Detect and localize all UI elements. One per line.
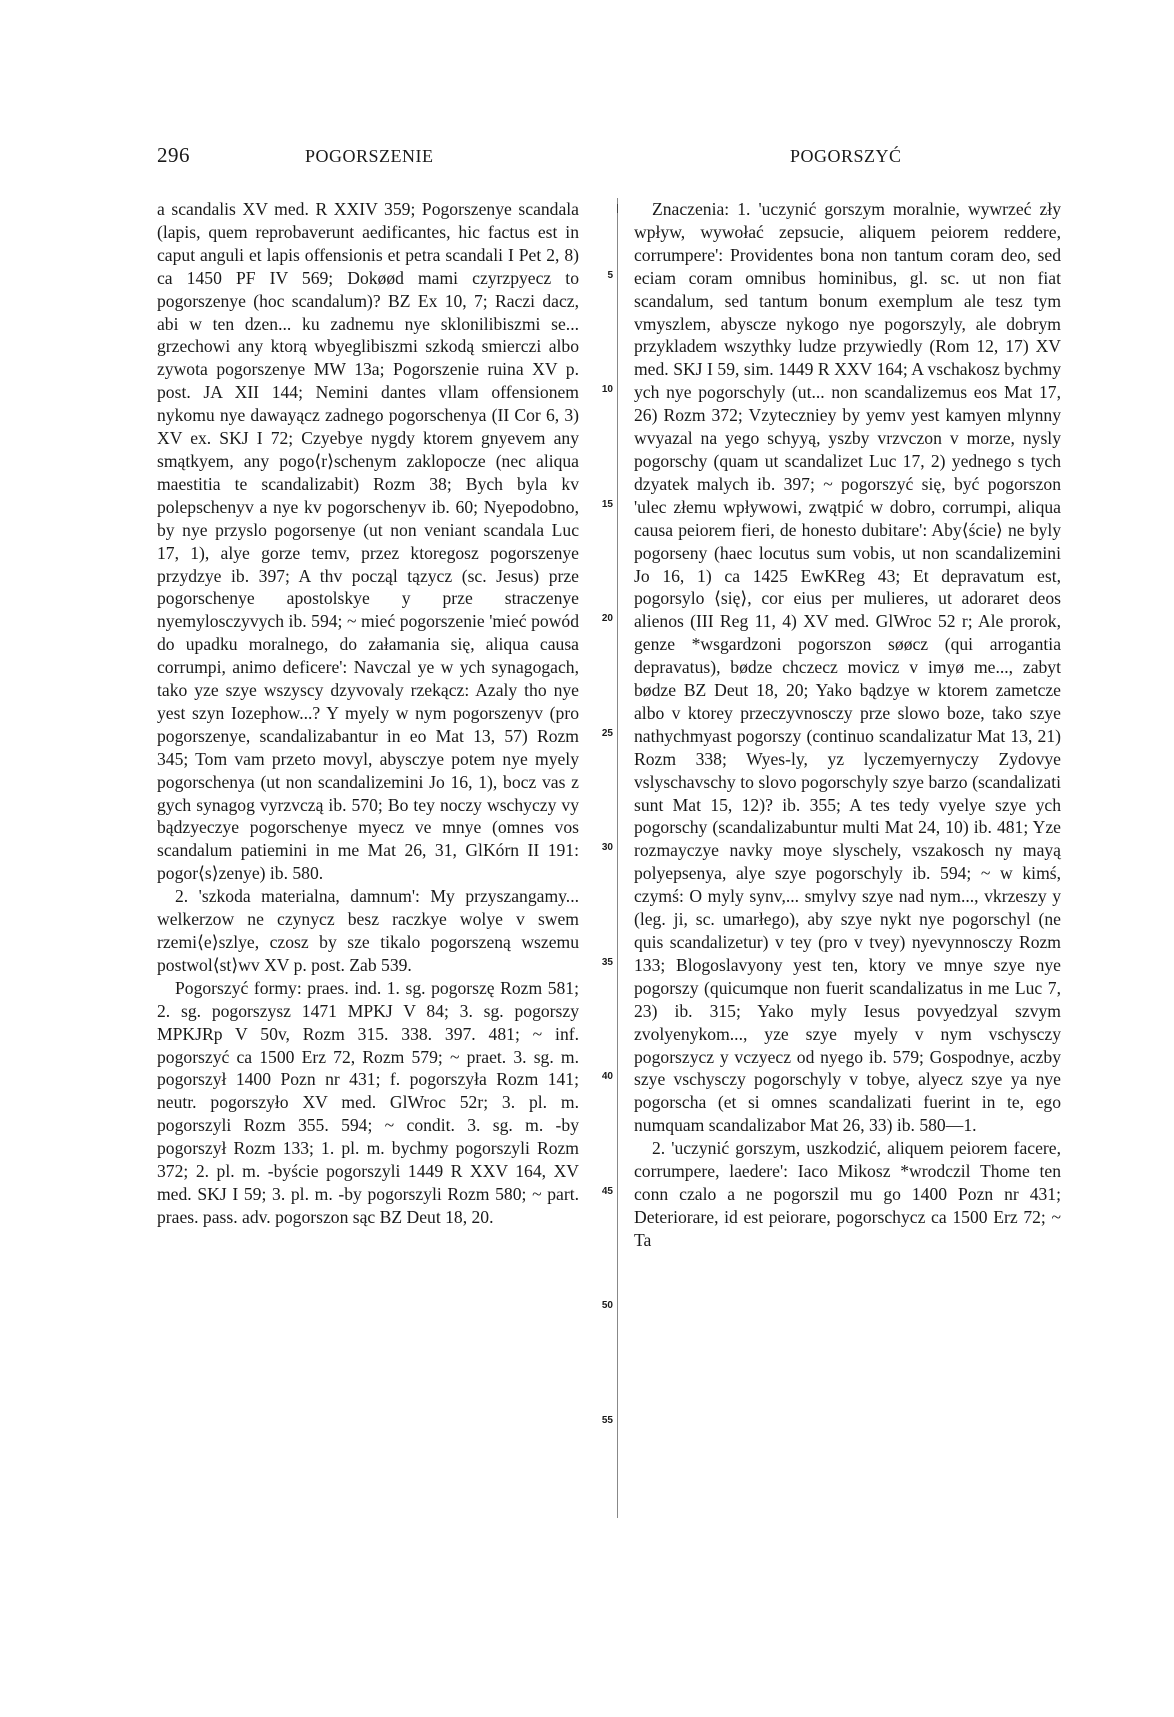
- line-number: 5: [607, 270, 613, 281]
- line-number: 10: [601, 384, 613, 395]
- line-number: 40: [601, 1071, 613, 1082]
- line-number: 15: [601, 499, 613, 510]
- page-number: 296: [157, 143, 190, 167]
- running-head-right: POGORSZYĆ: [790, 146, 902, 166]
- line-number: 50: [601, 1300, 613, 1311]
- left-column: [157, 198, 579, 1229]
- entry-paragraph: 2. 'szkoda materialna, damnum': My przyszangamy... welkerzow ne czynycz besz raczkye wolye v swem rzemi⟨e⟩szlye, czosz by sze tikalo pogorszeną wszemu postwol⟨st⟩wv XV p. post. Zab 539.: [157, 886, 579, 975]
- line-number: 45: [601, 1186, 613, 1197]
- running-head-left: POGORSZENIE: [305, 146, 434, 166]
- entry-paragraph: Znaczenia: 1. 'uczynić gorszym moralnie, wywrzeć zły wpływ, wywołać zepsucie, aliquem peiorem reddere, corrumpere': Providentes bona non tantum coram deo, sed eciam coram omnibus hominibus, gl. sc. ut non fiat scandalum, sed tantum bonum exemplum ale tesz tym vmyszlem, abysczе nykogo nye pogorszyly, ale dobrym przykladem wszythky ludze przywiedly (Rom 12, 17) XV med. SKJ I 59, sim. 1449 R XXV 164; A vschakosz bychmy ych nye pogorschyly (ut... non scandalizemus eos Mat 17, 26) Rozm 372; Vzyteczniey by yemv yest kamyen mlynny wvyazal na yego schyyą, yszby vrzvczon v morze, nysly pogorschy (quam ut scandalizet Luc 17, 2) yednego s tych dzyatek malych ib. 397; ~ pogorszyć się, być pogorszon 'ulec złemu wpływowi, zwątpić w dobro, corrumpi, aliqua causa peiorem fieri, de honesto dubitare': Aby⟨ście⟩ ne byly pogorseny (haec locutus sum vobis, ut non scandalizemini Jo 16, 1) ca 1425 EwKReg 43; Et depravatum est, pogorsylo ⟨się⟩, cor eius per mulieres, ut adoraret deos alienos (III Reg 11, 4) XV med. GlWroc 52 r; Ale prorok, genze *wsgardzoni pogorszon søøcz (qui arrogantia depravatus), bødze chczecz movicz v imyø me..., zabyt bødze BZ Deut 18, 20; Yako bądzye w ktorem zametcze albo v ktorey przeczyvnosczy prze slowo boze, tako szye nathychmyast pogorszy (continuo scandalizatur Mat 13, 21) Rozm 338; Wyes-ly, yz lyczemyernyczy Zydovye vslyschavschy to slovo pogorschyly szye barzo (scandalizati sunt Mat 15, 12)? ib. 355; A tes tedy vyelye szye ych pogorschy (scandalizabuntur multi Mat 24, 10) ib. 481; Yze rozmayczye navky moye slyschely, vszakosch ny mayą polyepsenya, alye szye pogorschyly ib. 594; ~ w kimś, czymś: O myly synv,... smylvy szye nad nym..., vkrzeszy y (leg. ji, sc. umarłego), aby szye nykt nye pogorschyl (ne quis scandalizetur) v tey (pro v tvey) nyevynnosczy Rozm 133; Blogoslavyony yest ten, ktory ve mnye szye nye pogorszy (quicumque non fuerit scandalizatus in me Luc 7, 23) ib. 315; Yako myly Iesus povyedzyal szvym zvolyenykom..., yze szye myely v nym vschysczy pogorszycz y vczyecz od nyego ib. 579; Gospodnye, aczby szye vschysczy pogorschyly v tobye, alyecz szye ya nye pogorscha (et si omnes scandalizati fuerint in te, ego numquam scandalizabor Mat 26, 33) ib. 580—1.: [634, 199, 1061, 1136]
- line-number: 35: [601, 957, 613, 968]
- entry-paragraph: a scandalis XV med. R XXIV 359; Pogorszenye scandala (lapis, quem reprobaverunt aedificantes, hic factus est in caput anguli et lapis offensionis et petra scandali I Pet 2, 8) ca 1450 PF IV 569; Dokøød mami czyrzpyecz to pogorszenye (hoc scandalum)? BZ Ex 10, 7; Raczi dacz, abi w ten dzen... ku zadnemu nye sklonilibiszmi se... grzechowi any ktorą wbyeglibiszmi szkodą smierczi albo zywota pogorszenye MW 13a; Pogorszenie ruina XV p. post. JA XII 144; Nemini dantes vllam offensionem nykomu nye dawayącz zadnego pogorschenya (II Cor 6, 3) XV ex. SKJ I 72; Czyebye nygdy ktorem gnyevem any smątkyem, any pogo⟨r⟩schenym zaklopocze (nec aliqua maestitia te scandalizabit) Rozm 38; Bych byla kv polepschenyv a nye kv pogorschenyv ib. 60; Nyepodobno, by nye przyslo pogorsenye (ut non veniant scandala Luc 17, 1), alye gorze temv, przez ktoregosz pogorszenye przydzye ib. 397; A thv począl tązycz (sc. Jesus) prze pogorschenye apostolskye y prze straczenye nyemylosczyvych ib. 594; ~ mieć pogorszenie 'mieć powód do upadku moralnego, do załamania się, aliqua causa corrumpi, animo deficere': Navczal ye w ych synagogach, tako yze szye wszyscy dzyvovaly rzekącz: Azaly tho nye yest szyn Iozephow...? Y myely w nym pogorszenyv (pro pogorszenye, scandalizabantur in eo Mat 13, 57) Rozm 345; Tom vam przeto movyl, abysczye potem nye myely pogorschenya (ut non scandalizemini Jo 16, 1), bocz vas z gych synagog vyrzvczą ib. 570; Bo tey noczy wschyczy vy bądzyeczye pogorschenye myecz ve mnye (omnes vos scandalum patiemini in me Mat 26, 31, GlKórn II 191: pogor⟨s⟩zenye) ib. 580.: [157, 199, 579, 884]
- divider-tick: [617, 204, 618, 213]
- line-number: 30: [601, 842, 613, 853]
- column-divider: [617, 198, 618, 1518]
- line-number: 25: [601, 728, 613, 739]
- entry-paragraph: 2. 'uczynić gorszym, uszkodzić, aliquem peiorem facere, corrumpere, laedere': Iaco Mikosz *wrodczil Thome ten conn czalo a ne pogorszil mu go 1400 Pozn nr 431; Deteriorare, id est peiorare, pogorschycz ca 1500 Erz 72; ~ Ta: [634, 1138, 1061, 1250]
- line-number: 55: [601, 1415, 613, 1426]
- line-number: 20: [601, 613, 613, 624]
- entry-paragraph: Pogorszyć formy: praes. ind. 1. sg. pogorszę Rozm 581; 2. sg. pogorszysz 1471 MPKJ V 84; 3. sg. pogorszy MPKJRp V 50v, Rozm 315. 338. 397. 481; ~ inf. pogorszyć ca 1500 Erz 72, Rozm 579; ~ praet. 3. sg. m. pogorszył 1400 Pozn nr 431; f. pogorszyła Rozm 141; neutr. pogorszyło XV med. GlWroc 52r; 3. pl. m. pogorszyli Rozm 355. 594; ~ condit. 3. sg. m. -by pogorszył Rozm 133; 1. pl. m. bychmy pogorszyli Rozm 372; 2. pl. m. -byście pogorszyli 1449 R XXV 164, XV med. SKJ I 59; 3. pl. m. -by pogorszyli Rozm 580; ~ part. praes. pass. adv. pogorszon sąc BZ Deut 18, 20.: [157, 977, 579, 1227]
- right-column: [634, 198, 1061, 1252]
